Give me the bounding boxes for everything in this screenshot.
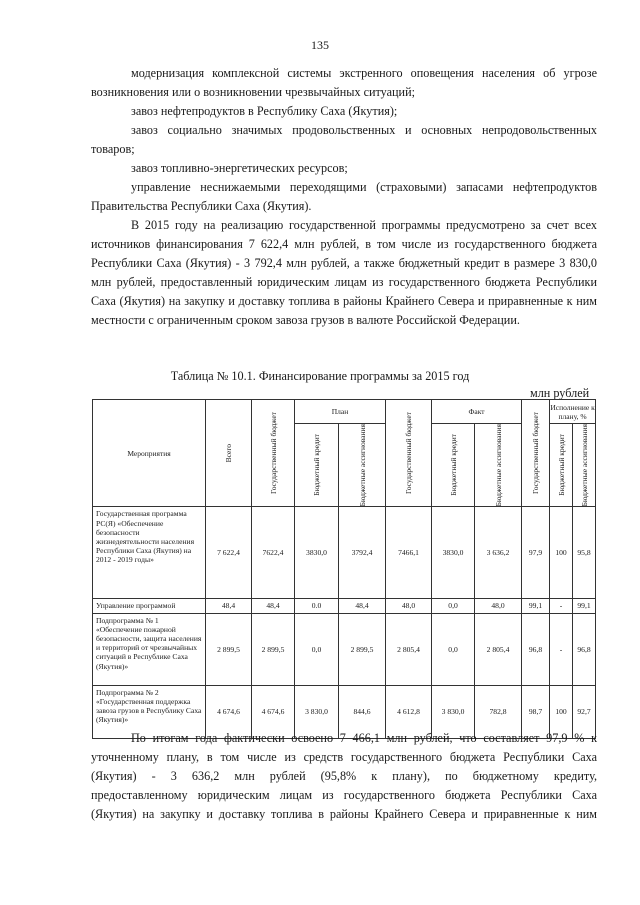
header-execution: Исполнение к плану, % xyxy=(550,400,596,424)
cell: 3 830,0 xyxy=(432,685,475,738)
header-exec-credit: Бюджетный кредит xyxy=(550,424,573,507)
paragraph-text: В 2015 году на реализацию государственной программы предусмотрено за счет всех источников финансирования 7 622,4 млн рублей, в том числе из государственного бюджета Республики Саха (Якутия) - 3 792,4 млн рублей, а также бюджетный кредит в размере 3 830,0 млн рублей, предоставленный юридическим лицам из государственного бюджета Республики Саха (Якутия) на закупку и доставку топлива в районы Крайнего Севера и приравненные к ним местности с ограниченным сроком завоза грузов в валюте Российской Федерации. xyxy=(91,218,597,327)
cell: - xyxy=(550,599,573,613)
header-plan-state-budget: Государственный бюджет xyxy=(252,400,295,507)
cell: 0,0 xyxy=(295,613,339,685)
table-row xyxy=(93,507,596,599)
cell: 100 xyxy=(550,685,573,738)
financing-table xyxy=(92,399,596,739)
cell: 99,1 xyxy=(522,599,550,613)
cell: 844,6 xyxy=(339,685,386,738)
intro-list xyxy=(91,64,597,216)
header-exec-allocations: Бюджетные ассигнования xyxy=(573,424,596,507)
cell: 48,4 xyxy=(252,599,295,613)
cell: 4 612,8 xyxy=(386,685,432,738)
cell: 98,7 xyxy=(522,685,550,738)
cell: 2 899,5 xyxy=(339,613,386,685)
header-fact-allocations: Бюджетные ассигнования xyxy=(475,424,522,507)
header-plan-credit: Бюджетный кредит xyxy=(295,424,339,507)
paragraph-line: уточненному плану, в том числе из средств государственного бюджета Республики Саха xyxy=(91,750,597,764)
cell: 3792,4 xyxy=(339,507,386,599)
header-fact-credit: Бюджетный кредит xyxy=(432,424,475,507)
cell: 4 674,6 xyxy=(206,685,252,738)
cell: 3830,0 xyxy=(432,507,475,599)
row-name: Подпрограмма № 1 «Обеспечение пожарной безопасности, защита населения и территорий от чрезвычайных ситуаций в Республике Саха (Якутия)» xyxy=(93,613,206,685)
cell: 3830,0 xyxy=(295,507,339,599)
list-item: завоз топливно-энергетических ресурсов; xyxy=(131,161,348,175)
cell: 782,8 xyxy=(475,685,522,738)
list-item: Правительства Республики Саха (Якутия). xyxy=(91,199,312,213)
cell: 3 636,2 xyxy=(475,507,522,599)
cell: 48,0 xyxy=(475,599,522,613)
cell: 3 830,0 xyxy=(295,685,339,738)
cell: 7622,4 xyxy=(252,507,295,599)
cell: 100 xyxy=(550,507,573,599)
page-number: 135 xyxy=(311,38,329,52)
cell: 2 805,4 xyxy=(386,613,432,685)
header-fact: Факт xyxy=(432,400,522,424)
row-name: Подпрограмма № 2 «Государственная поддержка завоза грузов в Республику Саха (Якутия)» xyxy=(93,685,206,738)
list-item: завоз нефтепродуктов в Республику Саха (Якутия); xyxy=(131,104,398,118)
header-plan: План xyxy=(295,400,386,424)
cell: 96,8 xyxy=(522,613,550,685)
header-exec-state-budget: Государственный бюджет xyxy=(522,400,550,507)
table-row xyxy=(93,613,596,685)
list-item: управление неснижаемыми переходящими (страховыми) запасами нефтепродуктов xyxy=(131,180,597,194)
cell: 0.0 xyxy=(295,599,339,613)
paragraph-line: (Якутия) на закупку и доставку топлива в районы Крайнего Севера и приравненные к ним xyxy=(91,807,597,821)
funding-paragraph xyxy=(91,216,597,330)
list-item: модернизация комплексной системы экстренного оповещения населения об угрозе xyxy=(131,66,597,80)
cell: 95,8 xyxy=(573,507,596,599)
cell: - xyxy=(550,613,573,685)
cell: 92,7 xyxy=(573,685,596,738)
cell: 48,4 xyxy=(206,599,252,613)
cell: 2 899,5 xyxy=(252,613,295,685)
row-name: Управление программой xyxy=(93,599,206,613)
cell: 97,9 xyxy=(522,507,550,599)
header-fact-state-budget: Государственный бюджет xyxy=(386,400,432,507)
paragraph-line: (Якутия) - 3 636,2 млн рублей (95,8% к плану), по бюджетному кредиту, xyxy=(91,769,597,783)
results-paragraph xyxy=(91,729,597,824)
header-measures: Мероприятия xyxy=(93,400,206,507)
paragraph-line: По итогам года фактически освоено 7 466,1 млн рублей, что составляет 97,9 % к xyxy=(131,731,597,745)
cell: 48,0 xyxy=(386,599,432,613)
cell: 7 622,4 xyxy=(206,507,252,599)
row-name: Государственная программа РС(Я) «Обеспечение безопасности жизнедеятельности населения Республики Саха (Якутия) на 2012 - 2019 годы» xyxy=(93,507,206,599)
header-total: Всего xyxy=(206,400,252,507)
cell: 96,8 xyxy=(573,613,596,685)
table-caption: Таблица № 10.1. Финансирование программы за 2015 год xyxy=(170,369,470,383)
list-item: возникновения или о возникновении чрезвычайных ситуаций; xyxy=(91,85,415,99)
paragraph-line: предоставленному юридическим лицам из государственного бюджета Республики Саха xyxy=(91,788,597,802)
cell: 2 899,5 xyxy=(206,613,252,685)
table-unit: млн рублей xyxy=(530,386,590,400)
list-item: товаров; xyxy=(91,142,135,156)
cell: 7466,1 xyxy=(386,507,432,599)
header-plan-allocations: Бюджетные ассигнования xyxy=(339,424,386,507)
list-item: завоз социально значимых продовольственных и основных непродовольственных xyxy=(131,123,597,137)
table-row xyxy=(93,599,596,613)
cell: 99,1 xyxy=(573,599,596,613)
cell: 4 674,6 xyxy=(252,685,295,738)
cell: 0,0 xyxy=(432,599,475,613)
cell: 0,0 xyxy=(432,613,475,685)
cell: 2 805,4 xyxy=(475,613,522,685)
cell: 48,4 xyxy=(339,599,386,613)
